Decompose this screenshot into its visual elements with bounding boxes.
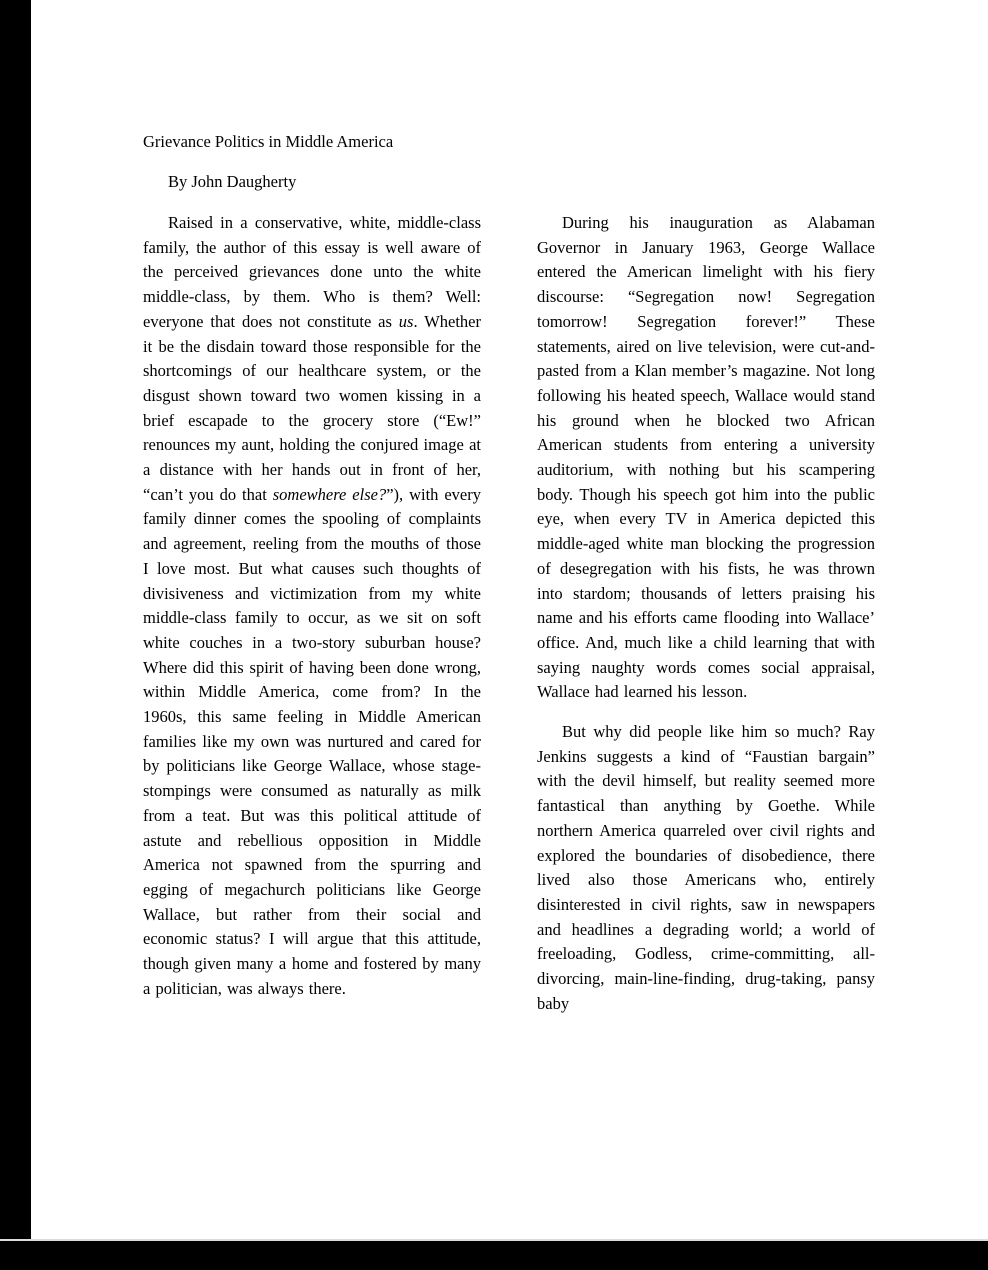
- paragraph-faustian-bargain: But why did people like him so much? Ray Jenkins suggests a kind of “Faustian bargain” with the devil himself, but reality seemed more fantastical than anything by Goethe. While northern America quarreled over civil rights and explored the boundaries of disobedience, there lived also those Americans who, entirely disinterested in civil rights, saw in newspapers and headlines a degrading world; a world of freeloading, Godless, crime-committing, all-divorcing, main-line-finding, drug-taking, pansy baby: [537, 722, 875, 1013]
- paragraph-wallace-inauguration: During his inauguration as Alabaman Governor in January 1963, George Wallace entered the American limelight with his fiery discourse: “Segregation now! Segregation tomorrow! Segregation forever!” These statements, aired on live television, were cut-and-pasted from a Klan member’s magazine. Not long following his heated speech, Wallace would stand his ground when he blocked two African American students from entering a university auditorium, with nothing but his scampering body. Though his speech got him into the public eye, when every TV in America depicted this middle-aged white man blocking the progression of desegregation with his fists, he was thrown into stardom; thousands of letters praising his name and his efforts came flooding into Wallace’ office. And, much like a child learning that with saying naughty words comes social appraisal, Wallace had learned his lesson.: [537, 213, 875, 702]
- bottom-black-bar: [0, 1239, 988, 1270]
- essay-title: Grievance Politics in Middle America: [143, 132, 394, 151]
- essay-byline: By John Daugherty: [168, 172, 297, 191]
- essay-column-left: [143, 211, 481, 1017]
- left-black-bar: [0, 0, 31, 1270]
- essay-column-right: [537, 211, 875, 1032]
- paragraph-intro: Raised in a conservative, white, middle-class family, the author of this essay is well aware of the perceived grievances done unto the white middle-class, by them. Who is them? Well: everyone that does not constitute as us. Whether it be the disdain toward those responsible for the shortcomings of our healthcare system, or the disgust shown toward two women kissing in a brief escapade to the grocery store (“Ew!” renounces my aunt, holding the conjured image at a distance with her hands out in front of her, “can’t you do that somewhere else?”), with every family dinner comes the spooling of complaints and agreement, reeling from the mouths of those I love most. But what causes such thoughts of divisiveness and victimization from my white middle-class family to occur, as we sit on soft white couches in a two-story suburban house? Where did this spirit of having been done wrong, within Middle America, come from? In the 1960s, this same feeling in Middle American families like my own was nurtured and cared for by politicians like George Wallace, whose stage-stompings were consumed as naturally as milk from a teat. But was this political attitude of astute and rebellious opposition in Middle America not spawned from the spurring and egging of megachurch politicians like George Wallace, but rather from their social and economic status? I will argue that this attitude, though given many a home and fostered by many a politician, was always there.: [143, 213, 481, 998]
